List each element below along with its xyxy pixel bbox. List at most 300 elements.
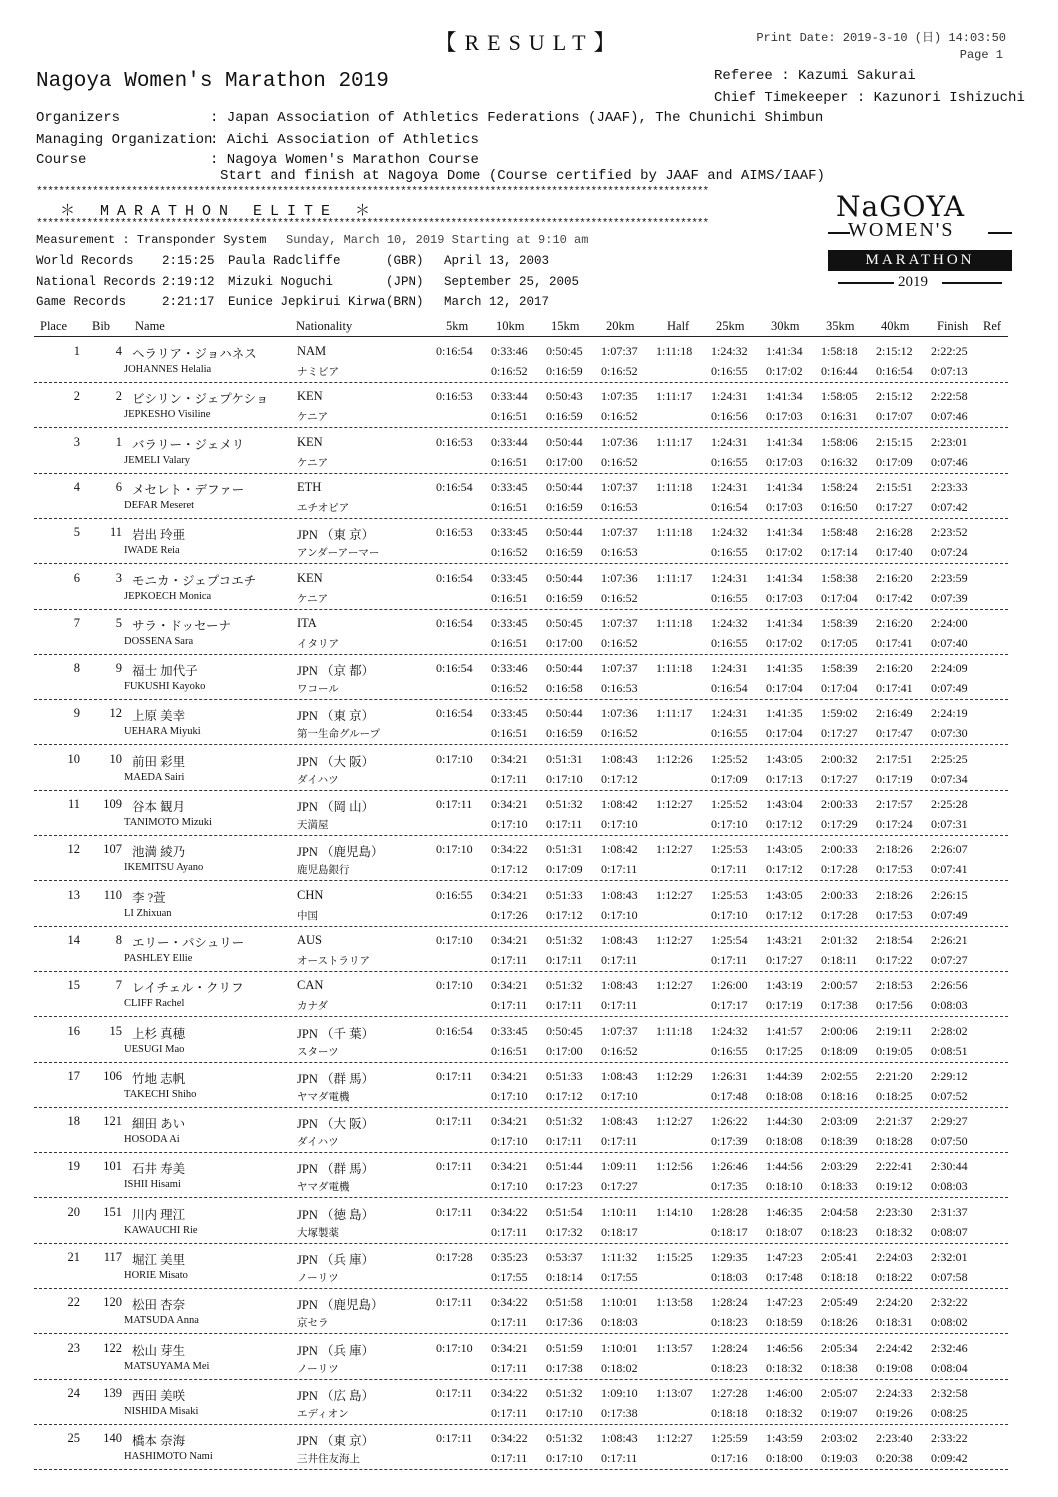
split-15km-cell: 0:51:59: [546, 1340, 583, 1355]
english-name-cell: CLIFF Rachel: [124, 998, 185, 1010]
english-name-cell: HORIE Misato: [124, 1270, 188, 1281]
lap-finish-cell: 0:08:03: [931, 998, 968, 1013]
split-half-cell: 1:11:18: [656, 661, 693, 676]
split-20km-cell: 1:07:37: [601, 525, 638, 540]
split-5km-cell: 0:17:11: [436, 797, 473, 811]
lap-25km-cell: 0:18:17: [711, 1224, 748, 1239]
lap-15km-cell: 0:16:59: [546, 499, 583, 514]
split-25km-cell: 1:28:24: [711, 1340, 748, 1355]
split-5km-cell: 0:16:54: [436, 661, 473, 676]
lap-25km-cell: 0:16:55: [711, 364, 748, 378]
split-30km-cell: 1:44:39: [766, 1068, 803, 1083]
lap-20km-cell: 0:16:52: [601, 409, 638, 424]
finish-time-cell: 2:32:22: [931, 1295, 968, 1310]
split-40km-cell: 2:16:49: [876, 706, 913, 721]
place-cell: 6: [73, 570, 80, 585]
split-30km-cell: 1:41:34: [766, 344, 803, 358]
english-name-cell: JEMELI Valary: [124, 454, 190, 466]
split-10km-cell: 0:33:45: [491, 615, 528, 630]
lap-25km-cell: 0:17:35: [711, 1179, 748, 1194]
course-label: Course: [36, 152, 87, 168]
chief-timekeeper: Chief Timekeeper : Kazunori Ishizuchi: [714, 90, 1025, 106]
split-5km-cell: 0:17:10: [436, 751, 473, 766]
split-half-cell: 1:11:18: [656, 1023, 693, 1038]
finish-time-cell: 2:32:58: [931, 1385, 968, 1400]
split-half-cell: 1:11:17: [656, 389, 693, 404]
split-half-cell: 1:13:07: [656, 1385, 693, 1400]
japanese-name-cell: 橋本 奈海: [132, 1434, 186, 1449]
split-35km-cell: 1:58:39: [821, 615, 858, 630]
lap-15km-cell: 0:17:11: [546, 817, 583, 831]
finish-time-cell: 2:24:09: [931, 661, 968, 676]
finish-time-cell: 2:26:21: [931, 932, 968, 947]
bib-cell: 101: [103, 1159, 122, 1174]
place-cell: 14: [67, 932, 80, 947]
bib-cell: 9: [115, 661, 122, 676]
lap-35km-cell: 0:18:11: [821, 952, 858, 967]
lap-30km-cell: 0:17:12: [766, 862, 803, 877]
split-35km-cell: 1:58:24: [821, 479, 858, 494]
record-date: March 12, 2017: [444, 295, 550, 309]
lap-35km-cell: 0:16:32: [821, 454, 858, 469]
lap-15km-cell: 0:16:58: [546, 681, 583, 696]
place-cell: 1: [73, 344, 80, 358]
split-25km-cell: 1:24:31: [711, 661, 748, 676]
split-half-cell: 1:14:10: [656, 1204, 693, 1219]
split-5km-cell: 0:17:10: [436, 842, 473, 857]
lap-40km-cell: 0:19:12: [876, 1179, 913, 1194]
lap-30km-cell: 0:17:03: [766, 454, 803, 469]
split-15km-cell: 0:51:31: [546, 751, 583, 766]
lap-20km-cell: 0:17:38: [601, 1405, 638, 1420]
team-cell: 中国: [297, 910, 318, 922]
table-row: [0, 474, 1058, 519]
lap-15km-cell: 0:17:00: [546, 1043, 583, 1058]
lap-20km-cell: 0:16:52: [601, 590, 638, 605]
lap-finish-cell: 0:08:04: [931, 1360, 968, 1375]
managing-value: : Aichi Association of Athletics: [210, 132, 479, 148]
lap-25km-cell: 0:16:55: [711, 590, 748, 605]
col-30km: 30km: [771, 319, 800, 333]
table-row: [0, 927, 1058, 972]
lap-40km-cell: 0:17:41: [876, 635, 913, 650]
split-30km-cell: 1:43:59: [766, 1431, 803, 1446]
nationality-cell: CHN: [297, 887, 324, 902]
split-30km-cell: 1:47:23: [766, 1250, 803, 1264]
english-name-cell: IKEMITSU Ayano: [124, 862, 204, 874]
record-label: World Records: [36, 254, 134, 268]
lap-40km-cell: 0:18:25: [876, 1088, 913, 1103]
team-cell: エチオピア: [297, 502, 350, 514]
team-cell: 大塚製薬: [297, 1227, 339, 1239]
col-nationality: Nationality: [296, 319, 353, 333]
finish-time-cell: 2:33:22: [931, 1431, 968, 1446]
table-row: [0, 565, 1058, 610]
split-30km-cell: 1:41:35: [766, 661, 803, 676]
split-25km-cell: 1:24:32: [711, 525, 748, 540]
split-10km-cell: 0:33:45: [491, 570, 528, 585]
lap-20km-cell: 0:17:11: [601, 952, 638, 967]
lap-20km-cell: 0:16:52: [601, 635, 638, 650]
split-25km-cell: 1:24:32: [711, 615, 748, 630]
finish-time-cell: 2:25:25: [931, 751, 968, 766]
record-time: 2:21:17: [162, 295, 215, 309]
split-15km-cell: 0:50:44: [546, 479, 583, 494]
lap-40km-cell: 0:17:47: [876, 726, 913, 741]
split-20km-cell: 1:09:10: [601, 1385, 638, 1400]
lap-40km-cell: 0:17:22: [876, 952, 913, 967]
team-cell: 天満屋: [297, 820, 329, 831]
split-20km-cell: 1:07:37: [601, 661, 638, 676]
team-cell: ワコール: [297, 684, 339, 696]
team-cell: ダイハツ: [297, 1137, 339, 1149]
japanese-name-cell: レイチェル・クリフ: [132, 981, 244, 996]
split-10km-cell: 0:34:21: [491, 751, 528, 766]
split-40km-cell: 2:18:53: [876, 978, 913, 993]
finish-time-cell: 2:32:46: [931, 1340, 968, 1355]
lap-30km-cell: 0:17:48: [766, 1270, 803, 1284]
split-20km-cell: 1:11:32: [601, 1250, 638, 1264]
row-divider: [34, 1469, 1008, 1470]
lap-finish-cell: 0:08:02: [931, 1315, 968, 1330]
japanese-name-cell: 細田 あい: [132, 1117, 186, 1132]
lap-10km-cell: 0:17:11: [491, 771, 528, 786]
lap-20km-cell: 0:17:55: [601, 1270, 638, 1284]
record-nationality: (BRN): [386, 295, 424, 309]
japanese-name-cell: 李 ?萱: [132, 890, 166, 905]
bib-cell: 151: [103, 1204, 122, 1219]
split-30km-cell: 1:46:35: [766, 1204, 803, 1219]
japanese-name-cell: 前田 彩里: [132, 754, 186, 769]
japanese-name-cell: モニカ・ジェプコエチ: [132, 573, 257, 588]
split-5km-cell: 0:16:54: [436, 615, 473, 630]
japanese-name-cell: 上杉 真穂: [132, 1026, 186, 1041]
english-name-cell: UESUGI Mao: [124, 1043, 185, 1055]
place-cell: 11: [67, 797, 80, 811]
split-half-cell: 1:12:27: [656, 978, 693, 993]
table-row: [0, 1380, 1058, 1425]
split-30km-cell: 1:43:04: [766, 797, 803, 811]
team-cell: 京セラ: [297, 1318, 329, 1330]
japanese-name-cell: 松田 杏奈: [132, 1298, 186, 1313]
lap-10km-cell: 0:17:10: [491, 817, 528, 831]
split-35km-cell: 2:03:09: [821, 1114, 858, 1129]
finish-time-cell: 2:23:59: [931, 570, 968, 585]
finish-time-cell: 2:29:27: [931, 1114, 968, 1129]
split-35km-cell: 2:00:06: [821, 1023, 858, 1038]
record-label: National Records: [36, 275, 157, 289]
header-rule: [34, 336, 1008, 337]
lap-10km-cell: 0:16:51: [491, 454, 528, 469]
split-10km-cell: 0:34:21: [491, 1340, 528, 1355]
team-cell: ケニア: [297, 457, 329, 469]
bib-cell: 140: [103, 1431, 122, 1446]
split-10km-cell: 0:35:23: [491, 1250, 528, 1264]
split-35km-cell: 1:58:39: [821, 661, 858, 676]
finish-time-cell: 2:25:28: [931, 797, 968, 811]
place-cell: 23: [67, 1340, 80, 1355]
lap-25km-cell: 0:17:17: [711, 998, 748, 1013]
record-nationality: (JPN): [386, 275, 424, 289]
split-25km-cell: 1:25:52: [711, 751, 748, 766]
lap-20km-cell: 0:16:52: [601, 1043, 638, 1058]
split-half-cell: 1:11:18: [656, 479, 693, 494]
bib-cell: 3: [115, 570, 122, 585]
lap-25km-cell: 0:16:55: [711, 454, 748, 469]
lap-35km-cell: 0:17:38: [821, 998, 858, 1013]
logo-rule: [838, 282, 894, 284]
split-5km-cell: 0:17:11: [436, 1295, 473, 1310]
record-date: September 25, 2005: [444, 275, 580, 289]
nationality-cell: ITA: [297, 615, 317, 630]
lap-20km-cell: 0:18:17: [601, 1224, 638, 1239]
split-25km-cell: 1:24:32: [711, 1023, 748, 1038]
lap-15km-cell: 0:18:14: [546, 1270, 583, 1284]
lap-10km-cell: 0:17:26: [491, 907, 528, 922]
split-20km-cell: 1:08:43: [601, 1068, 638, 1083]
english-name-cell: TANIMOTO Mizuki: [124, 817, 212, 828]
split-10km-cell: 0:34:22: [491, 1295, 528, 1310]
lap-35km-cell: 0:18:39: [821, 1134, 858, 1149]
split-25km-cell: 1:28:24: [711, 1295, 748, 1310]
lap-finish-cell: 0:07:46: [931, 454, 968, 469]
race-name: Nagoya Women's Marathon 2019: [36, 70, 389, 93]
team-cell: ノーリツ: [297, 1273, 339, 1284]
split-40km-cell: 2:18:54: [876, 932, 913, 947]
split-35km-cell: 2:04:58: [821, 1204, 858, 1219]
split-40km-cell: 2:15:12: [876, 389, 913, 404]
lap-20km-cell: 0:17:11: [601, 1451, 638, 1466]
lap-25km-cell: 0:17:16: [711, 1451, 748, 1466]
place-cell: 15: [67, 978, 80, 993]
lap-15km-cell: 0:17:23: [546, 1179, 583, 1194]
split-half-cell: 1:15:25: [656, 1250, 693, 1264]
english-name-cell: FUKUSHI Kayoko: [124, 681, 206, 693]
place-cell: 4: [73, 479, 80, 494]
split-30km-cell: 1:46:00: [766, 1385, 803, 1400]
split-5km-cell: 0:16:53: [436, 389, 473, 404]
place-cell: 18: [67, 1114, 80, 1129]
english-name-cell: MATSUYAMA Mei: [124, 1360, 210, 1372]
split-35km-cell: 2:05:49: [821, 1295, 858, 1310]
split-15km-cell: 0:51:44: [546, 1159, 583, 1174]
japanese-name-cell: 石井 寿美: [132, 1162, 186, 1177]
split-20km-cell: 1:08:43: [601, 978, 638, 993]
referee: Referee : Kazumi Sakurai: [714, 68, 916, 84]
split-30km-cell: 1:43:05: [766, 842, 803, 857]
place-cell: 25: [67, 1431, 80, 1446]
split-20km-cell: 1:07:36: [601, 706, 638, 721]
split-5km-cell: 0:17:11: [436, 1114, 473, 1129]
logo-wordmark: NaGOYA: [836, 190, 966, 223]
lap-15km-cell: 0:16:59: [546, 726, 583, 741]
lap-finish-cell: 0:07:27: [931, 952, 968, 967]
lap-25km-cell: 0:16:55: [711, 635, 748, 650]
split-35km-cell: 2:00:33: [821, 887, 858, 902]
split-25km-cell: 1:28:28: [711, 1204, 748, 1219]
team-cell: イタリア: [297, 638, 339, 650]
lap-20km-cell: 0:18:03: [601, 1315, 638, 1330]
place-cell: 17: [67, 1068, 80, 1083]
table-row: [0, 700, 1058, 745]
finish-time-cell: 2:26:56: [931, 978, 968, 993]
col-finish: Finish: [937, 319, 969, 333]
japanese-name-cell: ヘラリア・ジョハネス: [132, 347, 257, 361]
split-35km-cell: 2:00:32: [821, 751, 858, 766]
lap-40km-cell: 0:17:07: [876, 409, 913, 424]
split-30km-cell: 1:41:34: [766, 389, 803, 404]
organizers-label: Organizers: [36, 110, 121, 126]
logo-rule: [988, 232, 1012, 234]
table-row: [0, 383, 1058, 428]
lap-10km-cell: 0:17:11: [491, 1224, 528, 1239]
record-holder: Eunice Jepkirui Kirwa: [228, 295, 386, 309]
split-30km-cell: 1:43:19: [766, 978, 803, 993]
finish-time-cell: 2:32:01: [931, 1250, 968, 1264]
lap-10km-cell: 0:16:51: [491, 499, 528, 514]
lap-25km-cell: 0:17:39: [711, 1134, 748, 1149]
col-15km: 15km: [551, 319, 580, 333]
split-25km-cell: 1:25:52: [711, 797, 748, 811]
team-cell: ダイハツ: [297, 774, 339, 786]
finish-time-cell: 2:26:15: [931, 887, 968, 902]
lap-10km-cell: 0:17:11: [491, 998, 528, 1013]
nationality-cell: NAM: [297, 344, 327, 358]
lap-15km-cell: 0:17:32: [546, 1224, 583, 1239]
place-cell: 16: [67, 1023, 80, 1038]
split-20km-cell: 1:07:36: [601, 570, 638, 585]
split-35km-cell: 2:01:32: [821, 932, 858, 947]
record-time: 2:15:25: [162, 254, 215, 268]
split-40km-cell: 2:16:20: [876, 570, 913, 585]
record-holder: Mizuki Noguchi: [228, 275, 334, 289]
split-35km-cell: 1:58:18: [821, 344, 858, 358]
split-half-cell: 1:11:17: [656, 706, 693, 721]
split-5km-cell: 0:17:11: [436, 1159, 473, 1174]
table-row: [0, 972, 1058, 1017]
split-25km-cell: 1:25:53: [711, 842, 748, 857]
split-5km-cell: 0:16:54: [436, 1023, 473, 1038]
bib-cell: 6: [115, 479, 122, 494]
place-cell: 12: [67, 842, 80, 857]
split-35km-cell: 2:02:55: [821, 1068, 858, 1083]
team-cell: ヤマダ電機: [297, 1182, 350, 1194]
lap-finish-cell: 0:09:42: [931, 1451, 968, 1466]
bib-cell: 2: [115, 389, 122, 404]
table-row: [0, 338, 1058, 383]
split-20km-cell: 1:08:43: [601, 932, 638, 947]
split-20km-cell: 1:07:37: [601, 479, 638, 494]
split-15km-cell: 0:51:32: [546, 932, 583, 947]
split-30km-cell: 1:41:34: [766, 479, 803, 494]
col-25km: 25km: [716, 319, 745, 333]
split-25km-cell: 1:25:59: [711, 1431, 748, 1446]
split-half-cell: 1:12:56: [656, 1159, 693, 1174]
split-10km-cell: 0:34:21: [491, 932, 528, 947]
split-35km-cell: 1:58:48: [821, 525, 858, 540]
lap-25km-cell: 0:17:48: [711, 1088, 748, 1103]
table-row: [0, 519, 1058, 564]
lap-15km-cell: 0:17:09: [546, 862, 583, 877]
lap-15km-cell: 0:16:59: [546, 409, 583, 424]
japanese-name-cell: 竹地 志帆: [132, 1071, 186, 1086]
lap-finish-cell: 0:07:49: [931, 681, 968, 696]
split-10km-cell: 0:33:44: [491, 434, 528, 449]
lap-15km-cell: 0:17:12: [546, 907, 583, 922]
split-30km-cell: 1:46:56: [766, 1340, 803, 1355]
lap-30km-cell: 0:17:13: [766, 771, 803, 786]
english-name-cell: DOSSENA Sara: [124, 635, 194, 647]
split-20km-cell: 1:08:42: [601, 797, 638, 811]
table-row: [0, 1425, 1058, 1470]
split-20km-cell: 1:10:01: [601, 1295, 638, 1310]
split-15km-cell: 0:51:32: [546, 1114, 583, 1129]
split-30km-cell: 1:44:30: [766, 1114, 803, 1129]
split-25km-cell: 1:24:31: [711, 479, 748, 494]
lap-10km-cell: 0:17:11: [491, 952, 528, 967]
split-35km-cell: 2:00:57: [821, 978, 858, 993]
split-20km-cell: 1:08:43: [601, 1114, 638, 1129]
bib-cell: 120: [103, 1295, 122, 1310]
split-15km-cell: 0:51:54: [546, 1204, 583, 1219]
lap-40km-cell: 0:16:54: [876, 364, 913, 378]
lap-20km-cell: 0:17:11: [601, 998, 638, 1013]
lap-30km-cell: 0:18:10: [766, 1179, 803, 1194]
split-half-cell: 1:12:27: [656, 797, 693, 811]
japanese-name-cell: 西田 美咲: [132, 1388, 186, 1403]
lap-40km-cell: 0:17:40: [876, 545, 913, 560]
split-35km-cell: 1:58:05: [821, 389, 858, 404]
split-5km-cell: 0:16:54: [436, 570, 473, 585]
split-5km-cell: 0:17:10: [436, 1340, 473, 1355]
lap-30km-cell: 0:17:04: [766, 726, 803, 741]
lap-finish-cell: 0:07:41: [931, 862, 968, 877]
bib-cell: 7: [115, 978, 122, 993]
split-25km-cell: 1:24:31: [711, 570, 748, 585]
split-half-cell: 1:12:27: [656, 1114, 693, 1129]
split-15km-cell: 0:50:44: [546, 525, 583, 540]
split-35km-cell: 1:59:02: [821, 706, 858, 721]
split-5km-cell: 0:16:54: [436, 479, 473, 494]
place-cell: 13: [67, 887, 80, 902]
lap-30km-cell: 0:17:27: [766, 952, 803, 967]
col-ref: Ref: [983, 319, 1002, 333]
lap-35km-cell: 0:18:16: [821, 1088, 858, 1103]
lap-40km-cell: 0:17:41: [876, 681, 913, 696]
split-40km-cell: 2:15:51: [876, 479, 913, 494]
finish-time-cell: 2:26:07: [931, 842, 968, 857]
japanese-name-cell: 谷本 観月: [132, 800, 186, 814]
lap-20km-cell: 0:17:10: [601, 1088, 638, 1103]
split-40km-cell: 2:21:20: [876, 1068, 913, 1083]
split-10km-cell: 0:34:21: [491, 887, 528, 902]
lap-30km-cell: 0:17:03: [766, 590, 803, 605]
lap-30km-cell: 0:18:08: [766, 1134, 803, 1149]
split-20km-cell: 1:08:43: [601, 887, 638, 902]
split-35km-cell: 1:58:38: [821, 570, 858, 585]
table-row: [0, 429, 1058, 474]
split-20km-cell: 1:07:37: [601, 615, 638, 630]
lap-35km-cell: 0:18:33: [821, 1179, 858, 1194]
split-15km-cell: 0:51:33: [546, 1068, 583, 1083]
lap-30km-cell: 0:17:12: [766, 817, 803, 831]
split-15km-cell: 0:51:32: [546, 978, 583, 993]
english-name-cell: ISHII Hisami: [124, 1179, 181, 1191]
split-10km-cell: 0:33:45: [491, 525, 528, 540]
lap-15km-cell: 0:17:11: [546, 998, 583, 1013]
lap-30km-cell: 0:17:02: [766, 364, 803, 378]
lap-30km-cell: 0:17:02: [766, 635, 803, 650]
